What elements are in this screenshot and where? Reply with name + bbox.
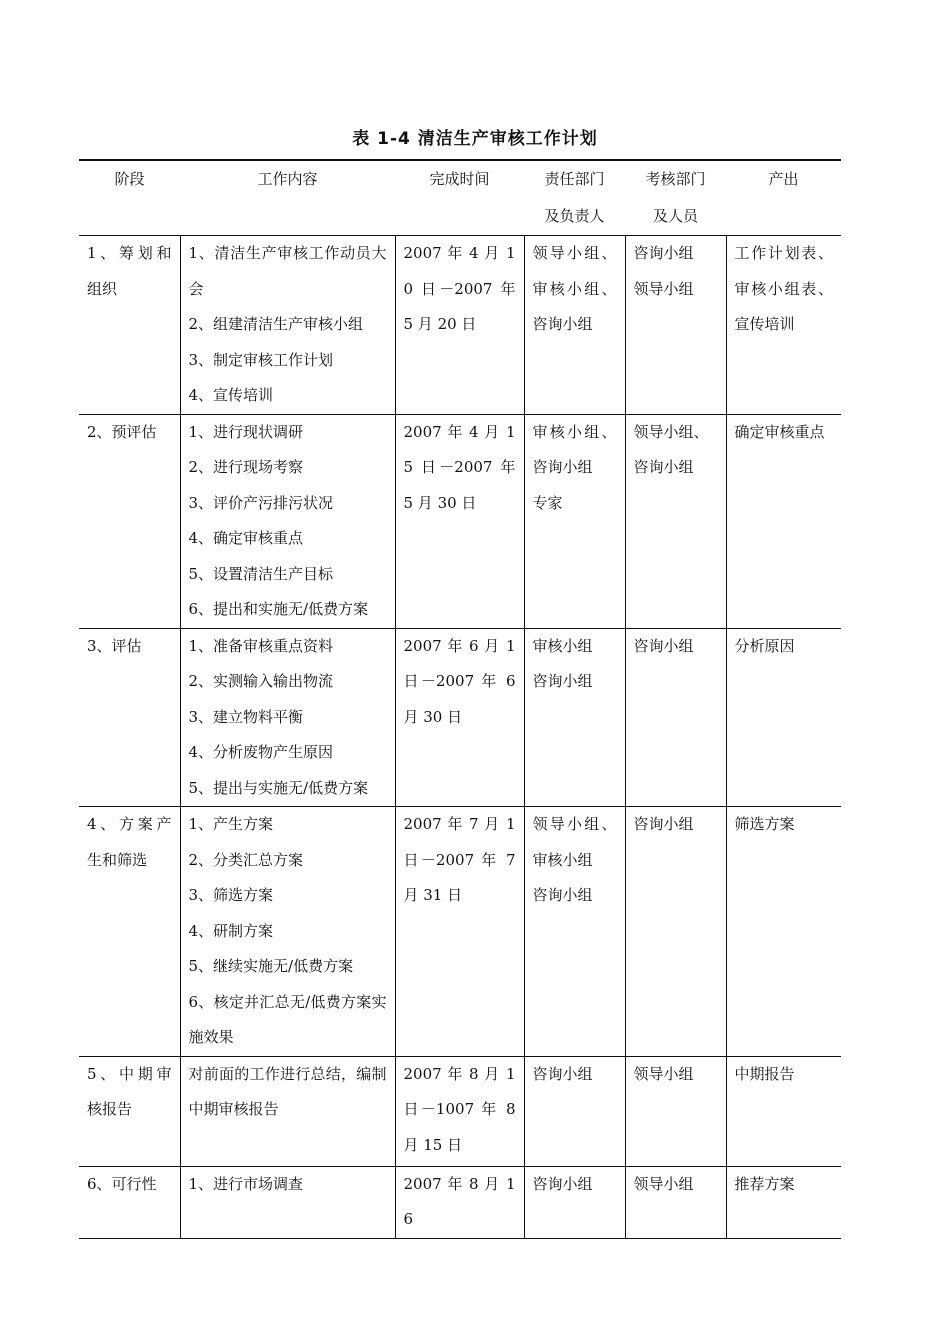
responsible-cell [524,236,625,415]
time-text: 2007 年 4 月 10 日－2007 年 5 月 20 日 [403,244,516,333]
assessor-cell [625,807,726,1057]
time-text: 2007 年 6 月 1 日－2007 年 6 月 30 日 [403,636,516,726]
table-row [79,236,841,415]
content-item: 2、进行现场考察 [188,458,304,476]
responsible-text: 咨询小组 [532,672,593,690]
time-cell [395,1056,524,1166]
responsible-cell [524,628,625,807]
responsible-text: 咨询小组 [532,1064,593,1083]
content-item: 2、实测输入输出物流 [188,672,334,690]
content-item: 4、宣传培训 [188,386,274,404]
table-row [79,1056,841,1166]
column-header-label: 及负责人 [544,207,605,225]
assessor-text: 咨询小组 [633,636,694,655]
responsible-text: 领导小组、审核小组 [532,815,617,869]
content-item: 3、筛选方案 [188,886,274,904]
content-cell [180,1056,395,1166]
table-body [79,236,841,1239]
assessor-cell [625,236,726,415]
stage-text: 3、评估 [87,636,142,655]
content-item: 2、分类汇总方案 [188,850,304,869]
stage-cell [79,807,180,1057]
column-header [79,160,180,236]
content-cell [180,414,395,628]
column-header-label: 及人员 [652,207,698,225]
stage-text: 6、可行性 [87,1174,157,1193]
output-text: 分析原因 [734,636,795,655]
content-item: 对前面的工作进行总结，编制中期审核报告 [188,1064,387,1118]
output-text: 确定审核重点 [734,422,825,441]
column-header-label: 阶段 [114,170,145,188]
content-item: 1、准备审核重点资料 [188,636,334,655]
assessor-cell [625,628,726,807]
output-text: 筛选方案 [734,815,795,833]
stage-text: 4、方案产生和筛选 [87,815,172,869]
assessor-text: 领导小组 [633,1064,694,1083]
output-cell [726,807,841,1057]
content-item: 5、继续实施无/低费方案 [188,957,354,975]
content-cell [180,807,395,1057]
stage-text: 2、预评估 [87,422,157,441]
stage-text: 1、筹划和组织 [87,244,172,298]
time-cell [395,628,524,807]
column-header-label: 责任部门 [544,170,605,188]
content-item: 1、进行市场调查 [188,1174,304,1193]
table-row [79,1166,841,1238]
responsible-text: 审核小组 [532,636,593,655]
output-cell [726,628,841,807]
responsible-text: 咨询小组 [532,886,593,904]
column-header [625,160,726,236]
output-cell [726,1056,841,1166]
content-item: 1、产生方案 [188,815,274,833]
assessor-cell [625,414,726,628]
content-cell [180,628,395,807]
content-cell [180,236,395,415]
page-title: 表 1-4 清洁生产审核工作计划 [352,129,598,149]
assessor-text: 咨询小组 [633,458,694,476]
assessor-text: 领导小组 [633,1174,694,1193]
time-cell [395,236,524,415]
output-text: 中期报告 [734,1064,795,1083]
content-item: 2、组建清洁生产审核小组 [188,315,364,333]
stage-cell [79,236,180,415]
content-item: 1、清洁生产审核工作动员大会 [188,244,387,298]
content-item: 3、评价产污排污状况 [188,493,334,512]
content-cell [180,1166,395,1238]
responsible-text: 领导小组、审核小组、咨询小组 [532,244,617,333]
column-header-label: 产出 [768,170,799,188]
output-cell [726,236,841,415]
assessor-cell [625,1166,726,1238]
column-header [524,160,625,236]
content-item: 1、进行现状调研 [188,422,304,441]
responsible-cell [524,414,625,628]
column-header-label: 工作内容 [257,170,318,188]
work-plan-table [79,159,841,1239]
stage-cell [79,1056,180,1166]
table-row [79,807,841,1057]
responsible-text: 专家 [532,493,563,512]
column-header [726,160,841,236]
stage-cell [79,628,180,807]
responsible-cell [524,1056,625,1166]
content-item: 5、设置清洁生产目标 [188,564,334,583]
content-item: 4、确定审核重点 [188,529,304,547]
time-cell [395,807,524,1057]
time-text: 2007 年 8 月 1 日－1007 年 8 月 15 日 [403,1064,516,1154]
content-item: 6、提出和实施无/低费方案 [188,600,369,618]
column-header-label: 完成时间 [429,170,490,188]
output-cell [726,414,841,628]
time-text: 2007 年 8 月 16 [403,1174,516,1228]
assessor-text: 领导小组 [633,279,694,298]
stage-cell [79,1166,180,1238]
column-header-label: 考核部门 [645,170,706,188]
content-item: 6、核定并汇总无/低费方案实施效果 [188,992,387,1046]
assessor-text: 咨询小组 [633,815,694,833]
assessor-text: 咨询小组 [633,244,694,262]
time-text: 2007 年 4 月 15 日－2007 年 5 月 30 日 [403,422,516,512]
table-header-row [79,160,841,236]
output-text: 工作计划表、审核小组表、宣传培训 [734,244,833,333]
output-cell [726,1166,841,1238]
time-text: 2007 年 7 月 1 日－2007 年 7 月 31 日 [403,815,516,904]
column-header [395,160,524,236]
stage-cell [79,414,180,628]
responsible-text: 咨询小组 [532,1174,593,1193]
output-text: 推荐方案 [734,1174,795,1193]
table-row [79,628,841,807]
time-cell [395,414,524,628]
time-cell [395,1166,524,1238]
responsible-cell [524,1166,625,1238]
responsible-text: 审核小组、咨询小组 [532,422,617,476]
assessor-text: 领导小组、 [633,422,709,441]
stage-text: 5、中期审核报告 [87,1064,172,1118]
assessor-cell [625,1056,726,1166]
content-item: 5、提出与实施无/低费方案 [188,778,369,797]
content-item: 3、建立物料平衡 [188,707,304,726]
table-row [79,414,841,628]
content-item: 3、制定审核工作计划 [188,350,334,369]
content-item: 4、研制方案 [188,921,274,940]
content-item: 4、分析废物产生原因 [188,743,334,761]
column-header [180,160,395,236]
responsible-cell [524,807,625,1057]
